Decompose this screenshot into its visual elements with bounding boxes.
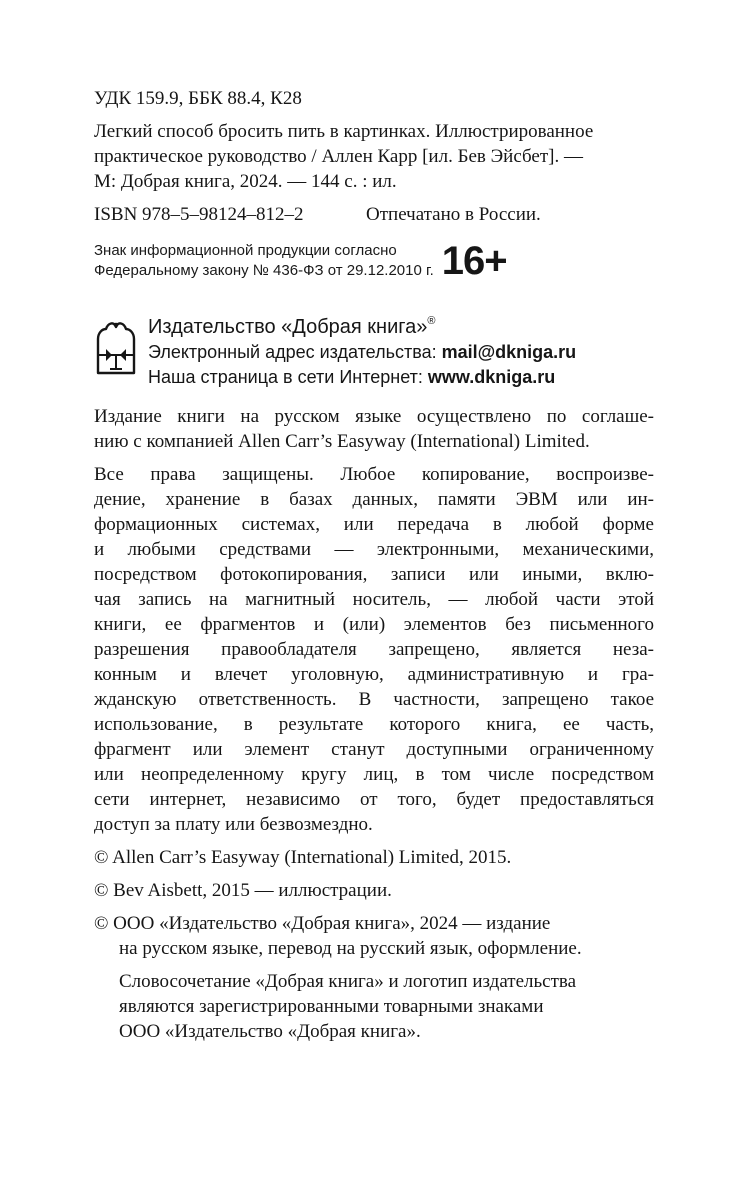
rights-paragraph — [94, 462, 654, 837]
age-rating-block — [94, 241, 654, 281]
bibliography-line: практическое руководство / Аллен Карр [ил. Бев Эйсбет]. — — [94, 146, 583, 167]
age-rating-badge: 16+ — [441, 239, 507, 283]
bibliography-line: Легкий способ бросить пить в картинках. Иллюстрированное — [94, 121, 594, 142]
age-notice — [94, 241, 434, 281]
age-notice-line: Знак информационной продукции согласно — [94, 242, 397, 259]
copyright-publisher-line: © ООО «Издательство «Добрая книга», 2024 — издание — [94, 913, 551, 934]
trademark-line: являются зарегистрированными товарными знаками — [119, 996, 544, 1017]
bibliographic-record — [94, 119, 654, 194]
rights-line: разрешения правообладателя запрещено, является неза- — [94, 639, 654, 660]
publisher-name-text: Издательство «Добрая книга» — [148, 316, 428, 338]
rights-line: конным и влечет уголовную, административную и гра- — [94, 664, 654, 685]
rights-line: формационных системах, или передача в любой форме — [94, 514, 654, 535]
rights-line: и любыми средствами — электронными, механическими, — [94, 539, 654, 560]
copyright-line: © Bev Aisbett, 2015 — иллюстрации. — [94, 880, 392, 901]
rights-line: сети интернет, независимо от того, будет предоставляться — [94, 789, 654, 810]
publisher-block — [94, 315, 654, 390]
publisher-site-link[interactable]: www.dkniga.ru — [427, 367, 556, 387]
site-label: Наша страница в сети Интернет: — [148, 367, 428, 387]
imprint-page — [94, 86, 654, 1044]
printed-in: Отпечатано в России. — [366, 204, 541, 225]
udk: УДК 159.9, ББК 88.4, К28 — [94, 88, 302, 109]
bibliography-line: М: Добрая книга, 2024. — 144 с. : ил. — [94, 171, 397, 192]
trademark-line: Словосочетание «Добрая книга» и логотип издательства — [119, 971, 577, 992]
publisher-info — [148, 315, 576, 390]
rights-line: доступ за плату или безвозмездно. — [94, 814, 373, 835]
rights-line: чая запись на магнитный носитель, — любой части этой — [94, 589, 654, 610]
trademark-line: ООО «Издательство «Добрая книга». — [119, 1021, 421, 1042]
publisher-name — [148, 315, 576, 340]
copyright-line: © Allen Carr’s Easyway (International) Limited, 2015. — [94, 847, 512, 868]
agreement-line: Издание книги на русском языке осуществлено по соглаше- — [94, 406, 654, 427]
rights-line: или неопределенному кругу лиц, в том числе посредством — [94, 764, 654, 785]
agreement-line: нию с компанией Allen Carr’s Easyway (International) Limited. — [94, 431, 590, 452]
rights-line: использование, в результате которого книга, ее часть, — [94, 714, 654, 735]
age-notice-line: Федеральному закону № 436-ФЗ от 29.12.2010 г. — [94, 262, 434, 279]
copyright-publisher — [94, 911, 654, 961]
publisher-email-line — [148, 340, 576, 365]
rights-line: дение, хранение в базах данных, памяти ЭВМ или ин- — [94, 489, 654, 510]
rights-line: книги, ее фрагментов и (или) элементов без письменного — [94, 614, 654, 635]
rights-line: Все права защищены. Любое копирование, воспроизве- — [94, 464, 654, 485]
udk-line — [94, 86, 654, 111]
isbn: ISBN 978–5–98124–812–2 — [94, 204, 304, 225]
rights-line: фрагмент или элемент станут доступными ограниченному — [94, 739, 654, 760]
email-label: Электронный адрес издательства: — [148, 342, 442, 362]
rights-line: жданскую ответственность. В частности, запрещено такое — [94, 689, 654, 710]
copyright-notices — [94, 845, 654, 1044]
publisher-email-link[interactable]: mail@dkniga.ru — [441, 342, 577, 362]
agreement-paragraph — [94, 404, 654, 454]
copyright-publisher-line: на русском языке, перевод на русский язык, оформление. — [119, 938, 582, 959]
publisher-site-line — [148, 365, 576, 390]
registered-mark: ® — [427, 315, 436, 327]
publisher-logo-icon — [94, 319, 138, 375]
isbn-row — [94, 202, 654, 227]
trademark-notice — [94, 969, 654, 1044]
rights-line: посредством фотокопирования, записи или иными, вклю- — [94, 564, 654, 585]
